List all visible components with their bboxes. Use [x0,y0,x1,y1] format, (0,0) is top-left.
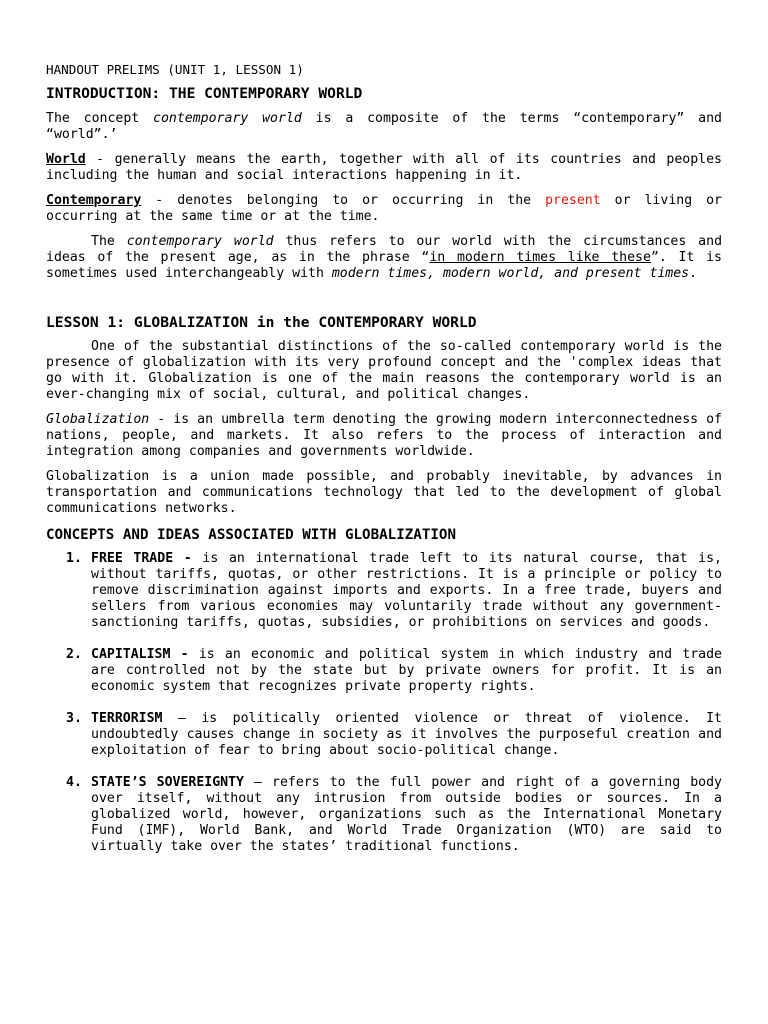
concept-term: FREE TRADE - [91,551,192,566]
concept-term: STATE’S SOVEREIGNTY [91,775,244,790]
contemporary-world-paragraph [46,234,722,282]
concept-term: TERRORISM [91,711,163,726]
p4-mid: thus refers to our world with the circumstances and ideas of the present age, as in the phrase “ [46,234,723,265]
handout-header: HANDOUT PRELIMS (UNIT 1, LESSON 1) [46,62,304,77]
p4-em2: modern times, modern world, and present times [331,266,690,281]
lesson-paragraph-3: Globalization is a union made possible, and probably inevitable, by advances in transportation and communications technology that led to the development of global communications networks. [46,469,722,516]
p4-phrase-underlined: in modern times like these [429,250,651,265]
world-term: World [46,152,86,167]
world-definition [46,152,722,184]
concept-term: CAPITALISM - [91,647,189,662]
concept-text: – is politically oriented violence or threat of violence. It undoubtedly causes change in society as it involves the purposeful creation and exploitation of fear to bring about socio-political change. [91,711,722,758]
contemporary-pre: - denotes belonging to or occurring in the [141,193,546,208]
intro-p1-em: contemporary world [153,111,302,126]
globalization-term: Globalization [46,412,150,427]
lesson-paragraph-1: One of the substantial distinctions of the so-called contemporary world is the presence of globalization with its very profound concept and the 'complex ideas that go with it. Globalization is one of the main reasons the contemporary world is an ever-changing mix of social, cultural, and political changes. [46,339,722,402]
document-content [46,62,722,871]
concept-text: – refers to the full power and right of a governing body over itself, without any intrusion from outside bodies or sources. In a globalized world, however, organizations such as the International Monetary Fund (IMF), World Bank, and World Trade Organization (WTO) are said to virtually take over the states’ traditional functions. [91,775,722,854]
concept-text: is an economic and political system in which industry and trade are controlled not by the state but by private owners for profit. It is an economic system that recognizes private property rights. [91,647,722,694]
concept-number: 3. [66,711,82,726]
intro-paragraph [46,111,722,143]
p4-mid2: ”. It is sometimes used interchangeably with [46,250,722,281]
lesson-heading: LESSON 1: GLOBALIZATION in the CONTEMPORARY WORLD [46,314,477,331]
concept-item-terrorism [46,711,722,759]
p4-end: . [689,266,698,281]
concepts-heading: CONCEPTS AND IDEAS ASSOCIATED WITH GLOBALIZATION [46,527,456,543]
concept-item-capitalism [46,647,722,695]
contemporary-definition [46,193,722,225]
globalization-text: - is an umbrella term denoting the growing modern interconnectedness of nations, people, and markets. It also refers to the process of interaction and integration among companies and governments worldwide. [46,412,722,459]
globalization-definition [46,412,722,460]
contemporary-term: Contemporary [46,193,142,208]
concepts-list [46,551,722,855]
intro-p1-pre: The concept [46,111,154,126]
intro-heading: INTRODUCTION: THE CONTEMPORARY WORLD [46,85,363,102]
concept-text: is an international trade left to its natural course, that is, without tariffs, quotas, or other restrictions. It is a principle or policy to remove discrimination against imports and exports. In a free trade, buyers and sellers from various economies may voluntarily trade without any government-sanctioning tariffs, quotas, subsidies, or prohibitions on services and goods. [91,551,722,630]
contemporary-post: or living or occurring at the same time or at the time. [46,193,722,224]
concept-number: 4. [66,775,82,790]
present-highlight: present [545,193,601,208]
concept-item-states-sovereignty [46,775,722,855]
world-text: - generally means the earth, together with all of its countries and peoples including the human and social interactions happening in it. [46,152,722,183]
concept-number: 2. [66,647,82,662]
p4-pre: The [91,234,127,249]
p4-em: contemporary world [126,234,274,249]
intro-p1-post: is a composite of the terms “contemporary” and “world”.’ [46,111,722,142]
concept-number: 1. [66,551,82,566]
concept-item-free-trade [46,551,722,631]
